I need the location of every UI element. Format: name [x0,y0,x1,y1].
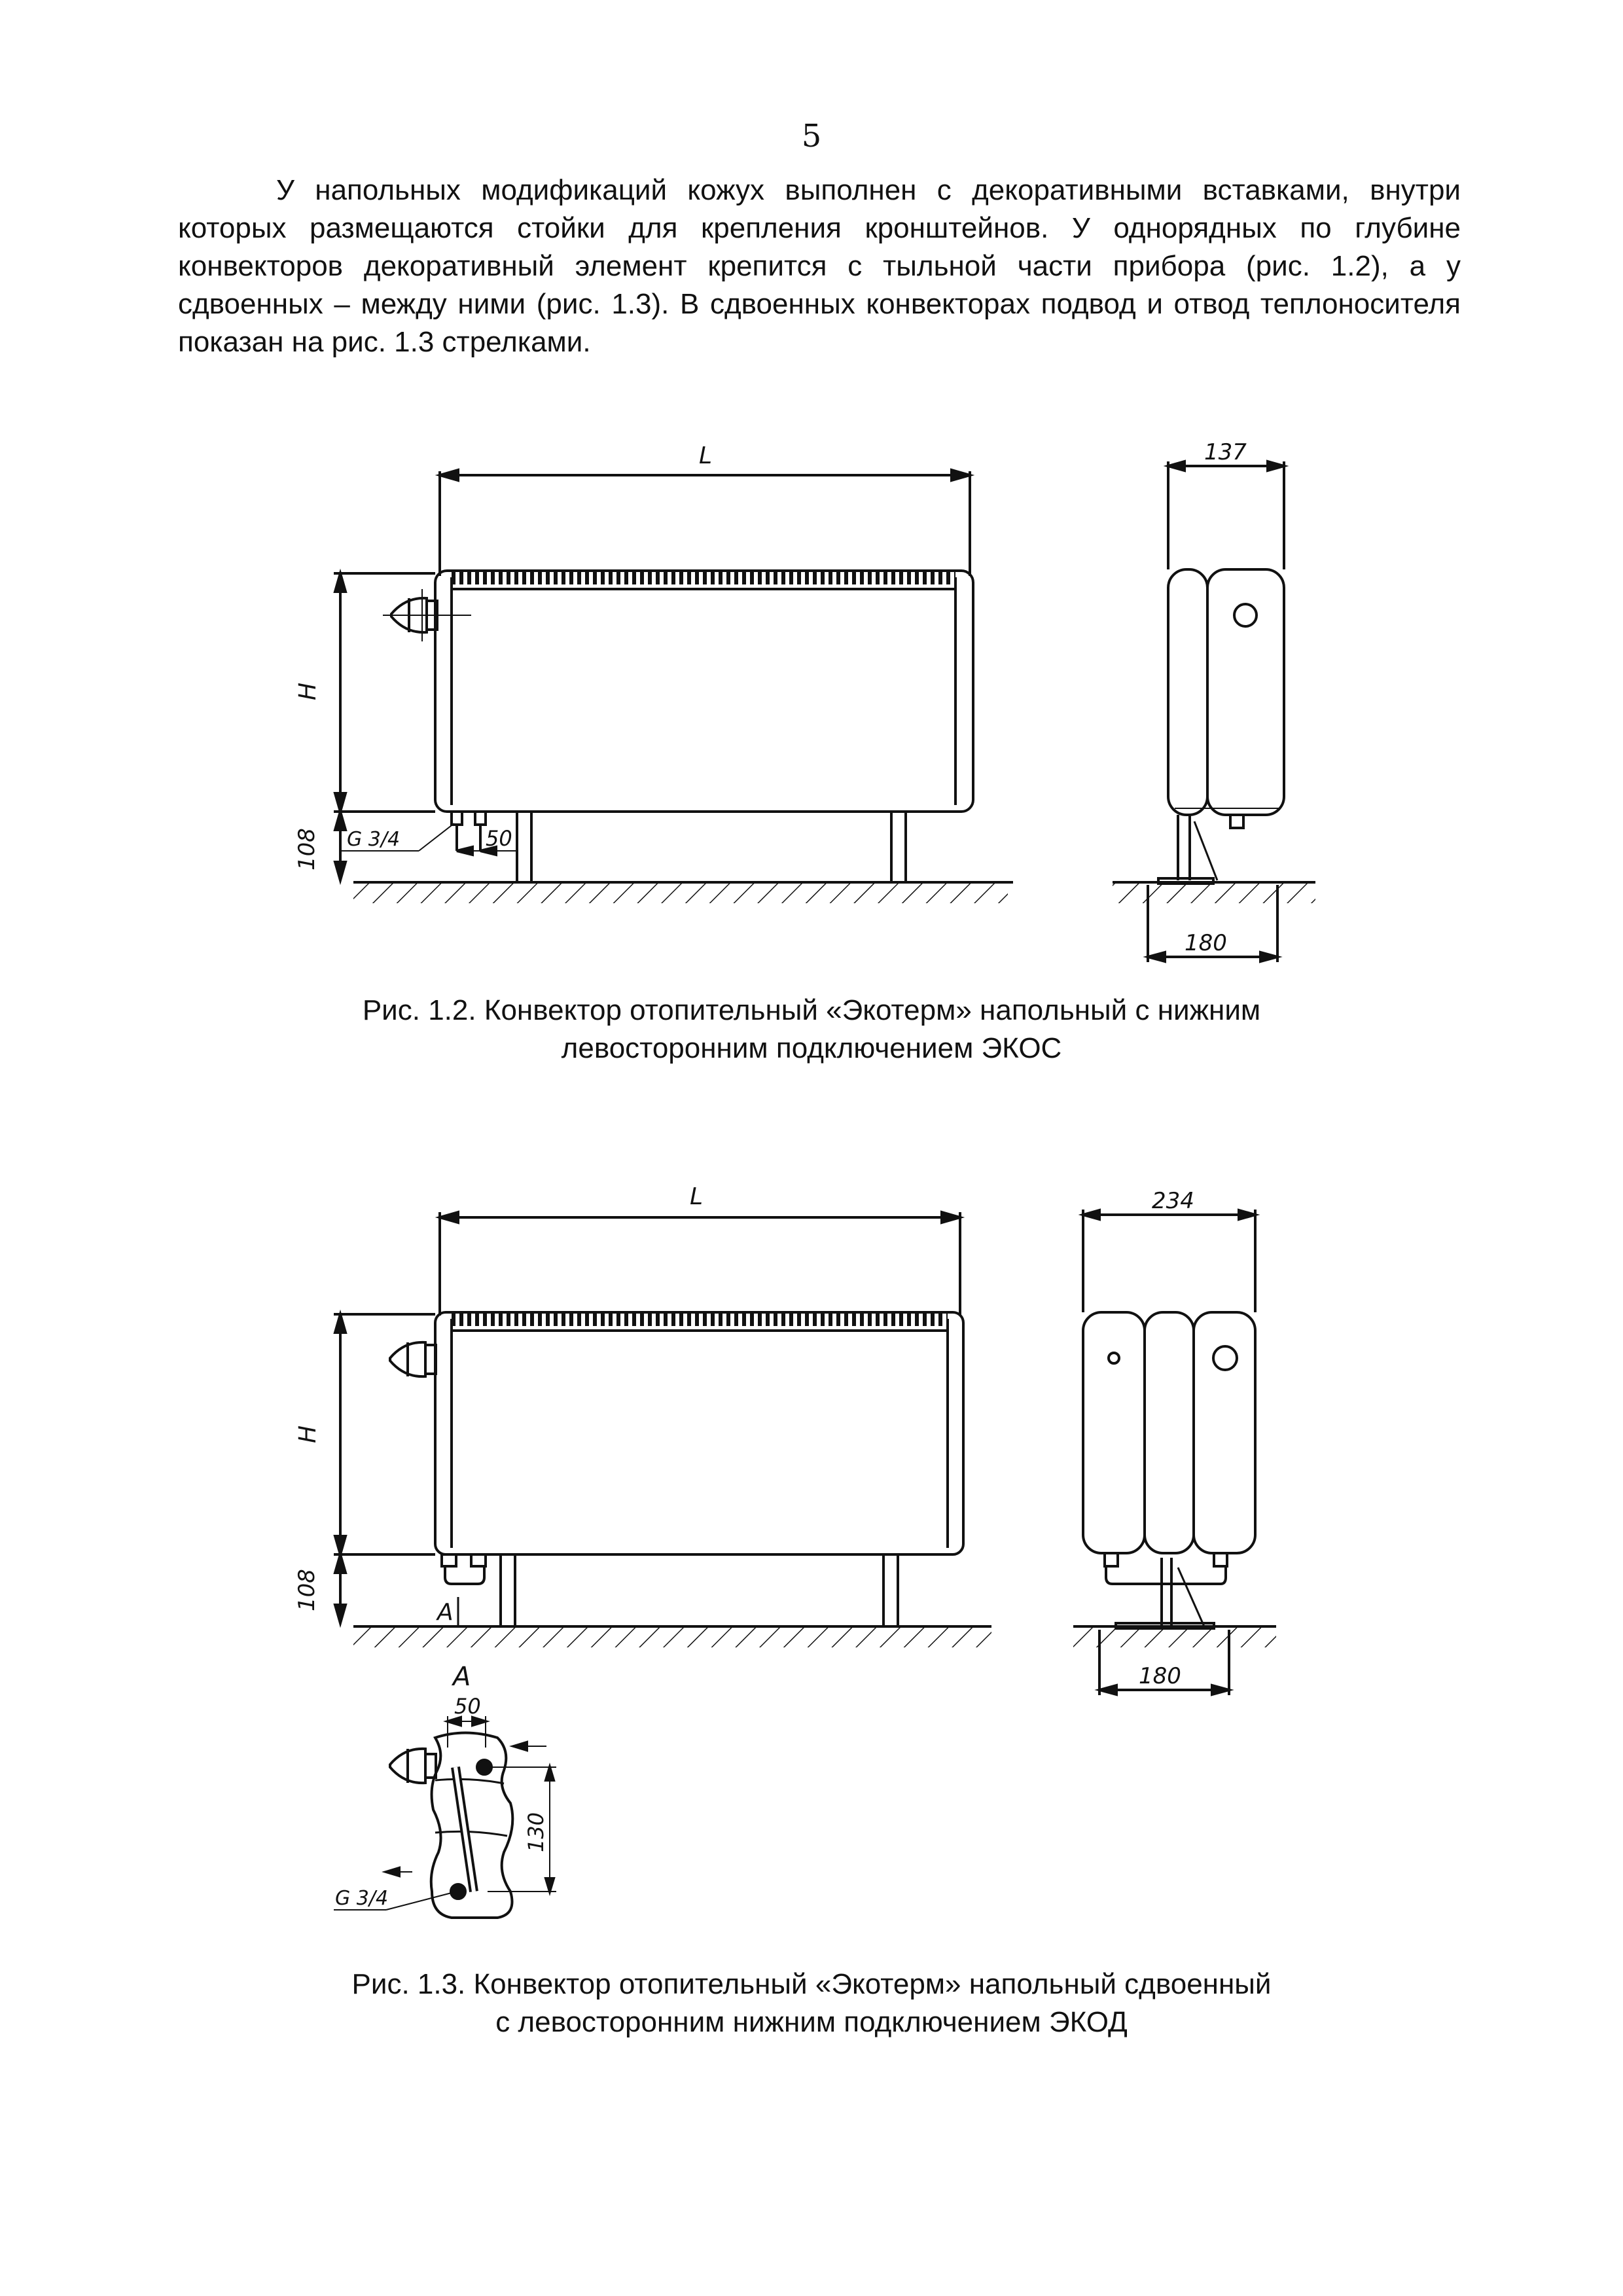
fig2-length-dimension [440,1183,960,1316]
figure-1-2-caption-line-1: Рис. 1.2. Конвектор отопительный «Экотерм» напольный с нижним [362,994,1261,1026]
fig2-depth-label: 234 [1152,1188,1194,1214]
fig2-detail-spacing-label: 130 [524,1812,548,1852]
fig1-offset-label: 50 [486,826,512,851]
fig1-thread-label: G 3/4 [347,828,401,851]
fig1-height-label: H [294,682,321,700]
fig2-thermostat-valve [390,1342,436,1376]
intro-paragraph: У напольных модификаций кожух выполнен с декоративными вставками, внутри которых размещаются стойки для крепления кронштейнов. У однорядных по глубине конвекторов декоративный элемент крепится с тыльной части прибора (рис. 1.2), а у сдвоенных – между ними (рис. 1.3). В сдвоенных конвекторах подвод и отвод теплоносителя показан на рис. 1.3 стрелками. [178,174,1461,358]
figure-1-3-caption-line-1: Рис. 1.3. Конвектор отопительный «Экотерм» напольный сдвоенный [351,1968,1272,2000]
fig2-side-view [1073,1188,1276,1695]
fig1-length-label: L [699,442,713,469]
fig2-length-label: L [690,1183,704,1210]
fig1-connection-annotation [340,823,517,855]
fig1-depth-label: 137 [1204,439,1247,465]
fig1-foot-width-label: 180 [1185,930,1227,956]
fig1-convector-body [435,571,973,882]
fig2-detail-offset-label: 50 [454,1694,481,1719]
fig2-base-height-label: 108 [294,1569,320,1611]
fig2-convector-body [435,1312,963,1626]
figure-1-2-caption [196,992,1427,1067]
fig2-section-marker: A [437,1599,454,1626]
fig2-detail-a [334,1662,556,1918]
fig1-length-dimension [440,442,970,576]
fig2-detail-title: A [453,1662,471,1692]
fig1-base-height-label: 108 [294,828,320,870]
page-number: 5 [801,118,822,154]
fig2-height-label: H [294,1425,321,1443]
fig1-side-view [1113,439,1315,962]
figure-1-3-caption [196,1965,1427,2041]
fig2-foot-width-label: 180 [1139,1663,1181,1689]
fig2-detail-thread-label: G 3/4 [335,1887,389,1910]
fig1-thermostat-valve [383,589,471,641]
fig1-floor [353,882,1013,903]
figure-1-2-drawing [0,432,1623,969]
figure-1-3-drawing [0,1178,1623,1950]
fig2-height-dimension [294,1314,435,1623]
fig2-floor [353,1626,991,1647]
figure-1-2-caption-line-2: левосторонним подключением ЭКОС [561,1032,1062,1064]
figure-1-3-caption-line-2: с левосторонним нижним подключением ЭКОД [495,2006,1128,2038]
